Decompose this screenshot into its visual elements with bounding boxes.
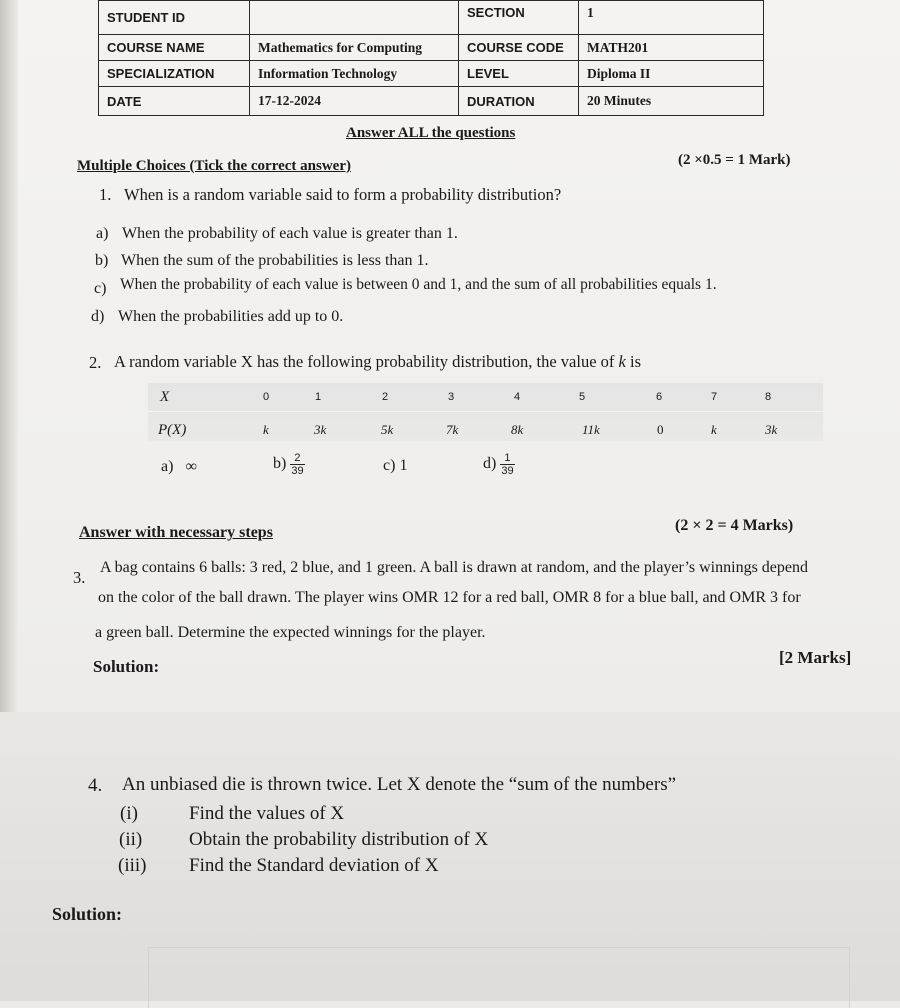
px-value: k <box>263 422 269 437</box>
q2-variable: k <box>618 352 626 371</box>
section-label: SECTION <box>459 1 579 35</box>
fraction-numerator: 2 <box>290 452 304 465</box>
q1-option-c-letter[interactable]: c) <box>94 280 107 297</box>
px-value: 8k <box>511 422 524 437</box>
q2-option-d-fraction <box>500 452 514 477</box>
q3-number: 3. <box>73 568 86 587</box>
q3-solution-label: Solution: <box>93 657 160 676</box>
x-value: 5 <box>579 391 586 403</box>
q2-option-a[interactable] <box>161 458 197 476</box>
q2-option-a-value: ∞ <box>185 458 197 475</box>
duration-label: DURATION <box>459 87 579 116</box>
x-value: 2 <box>382 391 389 403</box>
q1-text: When is a random variable said to form a probability distribution? <box>124 185 562 204</box>
q2-question <box>114 352 641 372</box>
q2-option-c-value: 1 <box>399 457 408 474</box>
x-value: 0 <box>263 391 270 403</box>
q1-option-a-letter[interactable]: a) <box>96 225 109 242</box>
mcq-section-title: Multiple Choices (Tick the correct answer) <box>77 158 351 174</box>
px-value: 11k <box>582 422 600 437</box>
q2-text-after: is <box>629 352 641 371</box>
q4-part-i-text: Find the values of X <box>189 803 345 824</box>
q2-option-a-letter: a) <box>161 458 174 475</box>
q4-part-iii-text: Find the Standard deviation of X <box>189 855 439 876</box>
x-header: X <box>160 389 170 405</box>
x-value: 7 <box>711 391 718 403</box>
fraction-denominator: 39 <box>501 465 514 477</box>
date-label: DATE <box>99 87 250 116</box>
q1-option-d-text[interactable]: When the probabilities add up to 0. <box>118 308 344 325</box>
q2-option-b[interactable] <box>273 452 305 477</box>
q3-marks: [2 Marks] <box>779 648 852 667</box>
course-code-value: MATH201 <box>579 35 764 61</box>
px-header: P(X) <box>158 422 187 438</box>
probability-distribution-table <box>148 383 823 441</box>
x-values-row <box>148 387 823 412</box>
q4-number: 4. <box>88 775 103 796</box>
course-name-label: COURSE NAME <box>99 35 250 61</box>
q4-part-iii-roman: (iii) <box>118 855 147 876</box>
q1-number: 1. <box>99 185 112 204</box>
x-value: 8 <box>765 391 772 403</box>
q2-text-before: A random variable X has the following probability distribution, the value of <box>114 352 615 371</box>
q3-line2: on the color of the ball drawn. The player wins OMR 12 for a red ball, OMR 8 for a blue ball, and OMR 3 for <box>98 589 801 606</box>
q4-solution-label: Solution: <box>52 904 123 924</box>
level-label: LEVEL <box>459 61 579 87</box>
q4-text: An unbiased die is thrown twice. Let X denote the “sum of the numbers” <box>122 774 677 795</box>
steps-section-marks: (2 × 2 = 4 Marks) <box>675 517 794 534</box>
px-value: k <box>711 422 717 437</box>
q2-option-c-letter: c) <box>383 457 396 474</box>
steps-section-title: Answer with necessary steps <box>79 524 273 541</box>
x-value: 4 <box>514 391 521 403</box>
q4-part-ii-roman: (ii) <box>119 829 143 850</box>
q1-option-b-letter[interactable]: b) <box>95 252 109 269</box>
x-value: 3 <box>448 391 455 403</box>
instructions-heading: Answer ALL the questions <box>346 125 516 141</box>
px-value: 7k <box>446 422 459 437</box>
q2-number: 2. <box>89 353 102 372</box>
q3-line1: A bag contains 6 balls: 3 red, 2 blue, and 1 green. A ball is drawn at random, and the player’s winnings depend <box>100 559 808 576</box>
px-value: 5k <box>381 422 394 437</box>
student-id-label: STUDENT ID <box>99 1 250 35</box>
px-values-row <box>148 417 823 441</box>
date-value: 17-12-2024 <box>250 87 459 116</box>
q4-part-i-roman: (i) <box>120 803 138 824</box>
q1-option-a-text[interactable]: When the probability of each value is greater than 1. <box>122 225 458 242</box>
x-value: 1 <box>315 391 322 403</box>
duration-value: 20 Minutes <box>579 87 764 116</box>
specialization-value: Information Technology <box>250 61 459 87</box>
px-value: 3k <box>314 422 327 437</box>
q1-option-d-letter[interactable]: d) <box>91 308 105 325</box>
section-value: 1 <box>579 1 764 35</box>
q2-option-c[interactable] <box>383 457 407 475</box>
fraction-numerator: 1 <box>500 452 514 465</box>
mcq-section-marks: (2 ×0.5 = 1 Mark) <box>678 152 791 168</box>
q1-option-c-text[interactable]: When the probability of each value is between 0 and 1, and the sum of all probabilities equals 1. <box>120 276 717 293</box>
q2-option-d-letter: d) <box>483 455 497 473</box>
specialization-label: SPECIALIZATION <box>99 61 250 87</box>
course-code-label: COURSE CODE <box>459 35 579 61</box>
header-info-table <box>98 0 764 116</box>
px-value: 0 <box>657 422 664 437</box>
px-value: 3k <box>765 422 778 437</box>
fraction-denominator: 39 <box>291 465 304 477</box>
q2-option-d[interactable] <box>483 452 515 477</box>
q4-part-ii-text: Obtain the probability distribution of X <box>189 829 489 850</box>
answer-box-outline <box>148 947 850 1008</box>
q2-option-b-letter: b) <box>273 455 287 473</box>
q3-line3: a green ball. Determine the expected winnings for the player. <box>95 624 486 641</box>
x-value: 6 <box>656 391 663 403</box>
level-value: Diploma II <box>579 61 764 87</box>
q1-option-b-text[interactable]: When the sum of the probabilities is less than 1. <box>121 252 429 269</box>
student-id-field[interactable] <box>250 1 459 35</box>
q2-option-b-fraction <box>290 452 304 477</box>
course-name-value: Mathematics for Computing <box>250 35 459 61</box>
